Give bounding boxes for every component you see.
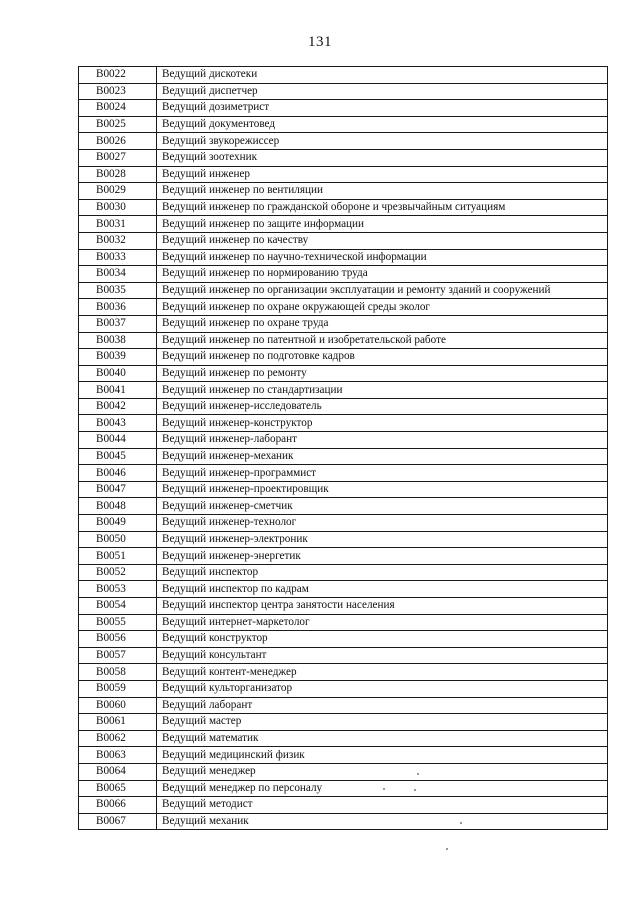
- row-title: Ведущий конструктор: [157, 631, 608, 648]
- row-title: Ведущий дискотеки: [157, 67, 608, 84]
- scan-speck: [460, 822, 462, 824]
- table-row: [79, 747, 608, 764]
- scan-speck: [383, 788, 385, 790]
- row-title: Ведущий инженер-исследователь: [157, 398, 608, 415]
- table-row: [79, 432, 608, 449]
- row-code: B0066: [79, 797, 157, 814]
- table-row: [79, 183, 608, 200]
- table-row: [79, 664, 608, 681]
- row-code: B0028: [79, 166, 157, 183]
- row-code: B0052: [79, 564, 157, 581]
- table-row: [79, 365, 608, 382]
- row-code: B0029: [79, 183, 157, 200]
- row-code: B0055: [79, 614, 157, 631]
- table-row: [79, 332, 608, 349]
- row-code: B0061: [79, 714, 157, 731]
- row-code: B0048: [79, 498, 157, 515]
- table-row: [79, 349, 608, 366]
- table-row: [79, 564, 608, 581]
- row-code: B0030: [79, 199, 157, 216]
- scan-speck: [446, 848, 448, 850]
- row-code: B0043: [79, 415, 157, 432]
- table-row: [79, 730, 608, 747]
- row-code: B0033: [79, 249, 157, 266]
- row-code: B0023: [79, 83, 157, 100]
- row-title: Ведущий документовед: [157, 116, 608, 133]
- table-row: [79, 216, 608, 233]
- table-row: [79, 149, 608, 166]
- row-title: Ведущий инженер по качеству: [157, 232, 608, 249]
- row-title: Ведущий диспетчер: [157, 83, 608, 100]
- row-code: B0037: [79, 315, 157, 332]
- row-code: B0024: [79, 100, 157, 117]
- row-code: B0047: [79, 481, 157, 498]
- table-row: [79, 282, 608, 299]
- row-title: Ведущий инженер по ремонту: [157, 365, 608, 382]
- row-code: B0051: [79, 548, 157, 565]
- row-code: B0045: [79, 448, 157, 465]
- row-code: B0032: [79, 232, 157, 249]
- table-row: [79, 797, 608, 814]
- row-title: Ведущий механик: [157, 813, 608, 830]
- row-code: B0059: [79, 680, 157, 697]
- row-code: B0050: [79, 531, 157, 548]
- table-row: [79, 398, 608, 415]
- table-row: [79, 249, 608, 266]
- row-code: B0040: [79, 365, 157, 382]
- row-code: B0060: [79, 697, 157, 714]
- row-code: B0064: [79, 763, 157, 780]
- row-code: B0062: [79, 730, 157, 747]
- row-code: B0063: [79, 747, 157, 764]
- row-title: Ведущий инженер по охране труда: [157, 315, 608, 332]
- table-row: [79, 299, 608, 316]
- table-row: [79, 515, 608, 532]
- row-title: Ведущий математик: [157, 730, 608, 747]
- row-title: Ведущий инженер по гражданской обороне и чрезвычайным ситуациям: [157, 199, 608, 216]
- table-row: [79, 531, 608, 548]
- row-code: B0027: [79, 149, 157, 166]
- row-title: Ведущий инженер-проектировщик: [157, 481, 608, 498]
- row-title: Ведущий инженер по охране окружающей среды эколог: [157, 299, 608, 316]
- table-row: [79, 763, 608, 780]
- table-row: [79, 498, 608, 515]
- row-code: B0031: [79, 216, 157, 233]
- row-title: Ведущий инженер-конструктор: [157, 415, 608, 432]
- row-code: B0049: [79, 515, 157, 532]
- row-title: Ведущий звукорежиссер: [157, 133, 608, 150]
- row-code: B0044: [79, 432, 157, 449]
- table-row: [79, 382, 608, 399]
- row-title: Ведущий контент-менеджер: [157, 664, 608, 681]
- row-code: B0026: [79, 133, 157, 150]
- scan-speck: [417, 773, 419, 775]
- row-code: B0054: [79, 598, 157, 615]
- row-code: B0042: [79, 398, 157, 415]
- table-row: [79, 697, 608, 714]
- row-title: Ведущий инженер по защите информации: [157, 216, 608, 233]
- row-code: B0056: [79, 631, 157, 648]
- table-row: [79, 548, 608, 565]
- table-row: [79, 415, 608, 432]
- row-title: Ведущий инспектор по кадрам: [157, 581, 608, 598]
- row-title: Ведущий менеджер по персоналу: [157, 780, 608, 797]
- scan-speck: [414, 789, 416, 791]
- table-row: [79, 232, 608, 249]
- row-code: B0039: [79, 349, 157, 366]
- row-title: Ведущий инженер-программист: [157, 465, 608, 482]
- row-title: Ведущий инженер: [157, 166, 608, 183]
- page-number: 131: [308, 34, 332, 50]
- row-title: Ведущий инженер по подготовке кадров: [157, 349, 608, 366]
- row-code: B0046: [79, 465, 157, 482]
- row-title: Ведущий инженер по организации эксплуатации и ремонту зданий и сооружений: [157, 282, 608, 299]
- row-code: B0022: [79, 67, 157, 84]
- row-title: Ведущий инженер по стандартизации: [157, 382, 608, 399]
- table-row: [79, 116, 608, 133]
- table-row: [79, 67, 608, 84]
- row-title: Ведущий инженер-сметчик: [157, 498, 608, 515]
- row-title: Ведущий дозиметрист: [157, 100, 608, 117]
- table-row: [79, 199, 608, 216]
- table-row: [79, 598, 608, 615]
- row-code: B0038: [79, 332, 157, 349]
- row-title: Ведущий инженер по вентиляции: [157, 183, 608, 200]
- table-row: [79, 266, 608, 283]
- row-title: Ведущий инженер по нормированию труда: [157, 266, 608, 283]
- row-title: Ведущий инженер по патентной и изобретательской работе: [157, 332, 608, 349]
- row-code: B0025: [79, 116, 157, 133]
- table-row: [79, 581, 608, 598]
- row-title: Ведущий мастер: [157, 714, 608, 731]
- row-code: B0058: [79, 664, 157, 681]
- row-code: B0067: [79, 813, 157, 830]
- table-row: [79, 100, 608, 117]
- table-body: [79, 67, 608, 830]
- row-title: Ведущий инспектор: [157, 564, 608, 581]
- table-row: [79, 166, 608, 183]
- table-row: [79, 680, 608, 697]
- table-row: [79, 780, 608, 797]
- row-code: B0035: [79, 282, 157, 299]
- table-row: [79, 83, 608, 100]
- row-title: Ведущий культорганизатор: [157, 680, 608, 697]
- row-title: Ведущий консультант: [157, 647, 608, 664]
- row-title: Ведущий лаборант: [157, 697, 608, 714]
- row-title: Ведущий методист: [157, 797, 608, 814]
- table-row: [79, 448, 608, 465]
- table-row: [79, 714, 608, 731]
- table-row: [79, 465, 608, 482]
- table-row: [79, 481, 608, 498]
- row-code: B0057: [79, 647, 157, 664]
- row-code: B0041: [79, 382, 157, 399]
- row-title: Ведущий менеджер: [157, 763, 608, 780]
- row-code: B0034: [79, 266, 157, 283]
- table-row: [79, 647, 608, 664]
- row-title: Ведущий инженер-энергетик: [157, 548, 608, 565]
- row-code: B0036: [79, 299, 157, 316]
- row-title: Ведущий медицинский физик: [157, 747, 608, 764]
- table-row: [79, 813, 608, 830]
- profession-codes-table: [78, 66, 608, 830]
- row-title: Ведущий инженер-лаборант: [157, 432, 608, 449]
- row-title: Ведущий зоотехник: [157, 149, 608, 166]
- row-title: Ведущий инженер-электроник: [157, 531, 608, 548]
- table-row: [79, 631, 608, 648]
- row-title: Ведущий инженер-механик: [157, 448, 608, 465]
- row-title: Ведущий инженер по научно-технической информации: [157, 249, 608, 266]
- table-row: [79, 133, 608, 150]
- row-title: Ведущий интернет-маркетолог: [157, 614, 608, 631]
- row-code: B0053: [79, 581, 157, 598]
- table-row: [79, 614, 608, 631]
- row-code: B0065: [79, 780, 157, 797]
- row-title: Ведущий инженер-технолог: [157, 515, 608, 532]
- table-row: [79, 315, 608, 332]
- row-title: Ведущий инспектор центра занятости населения: [157, 598, 608, 615]
